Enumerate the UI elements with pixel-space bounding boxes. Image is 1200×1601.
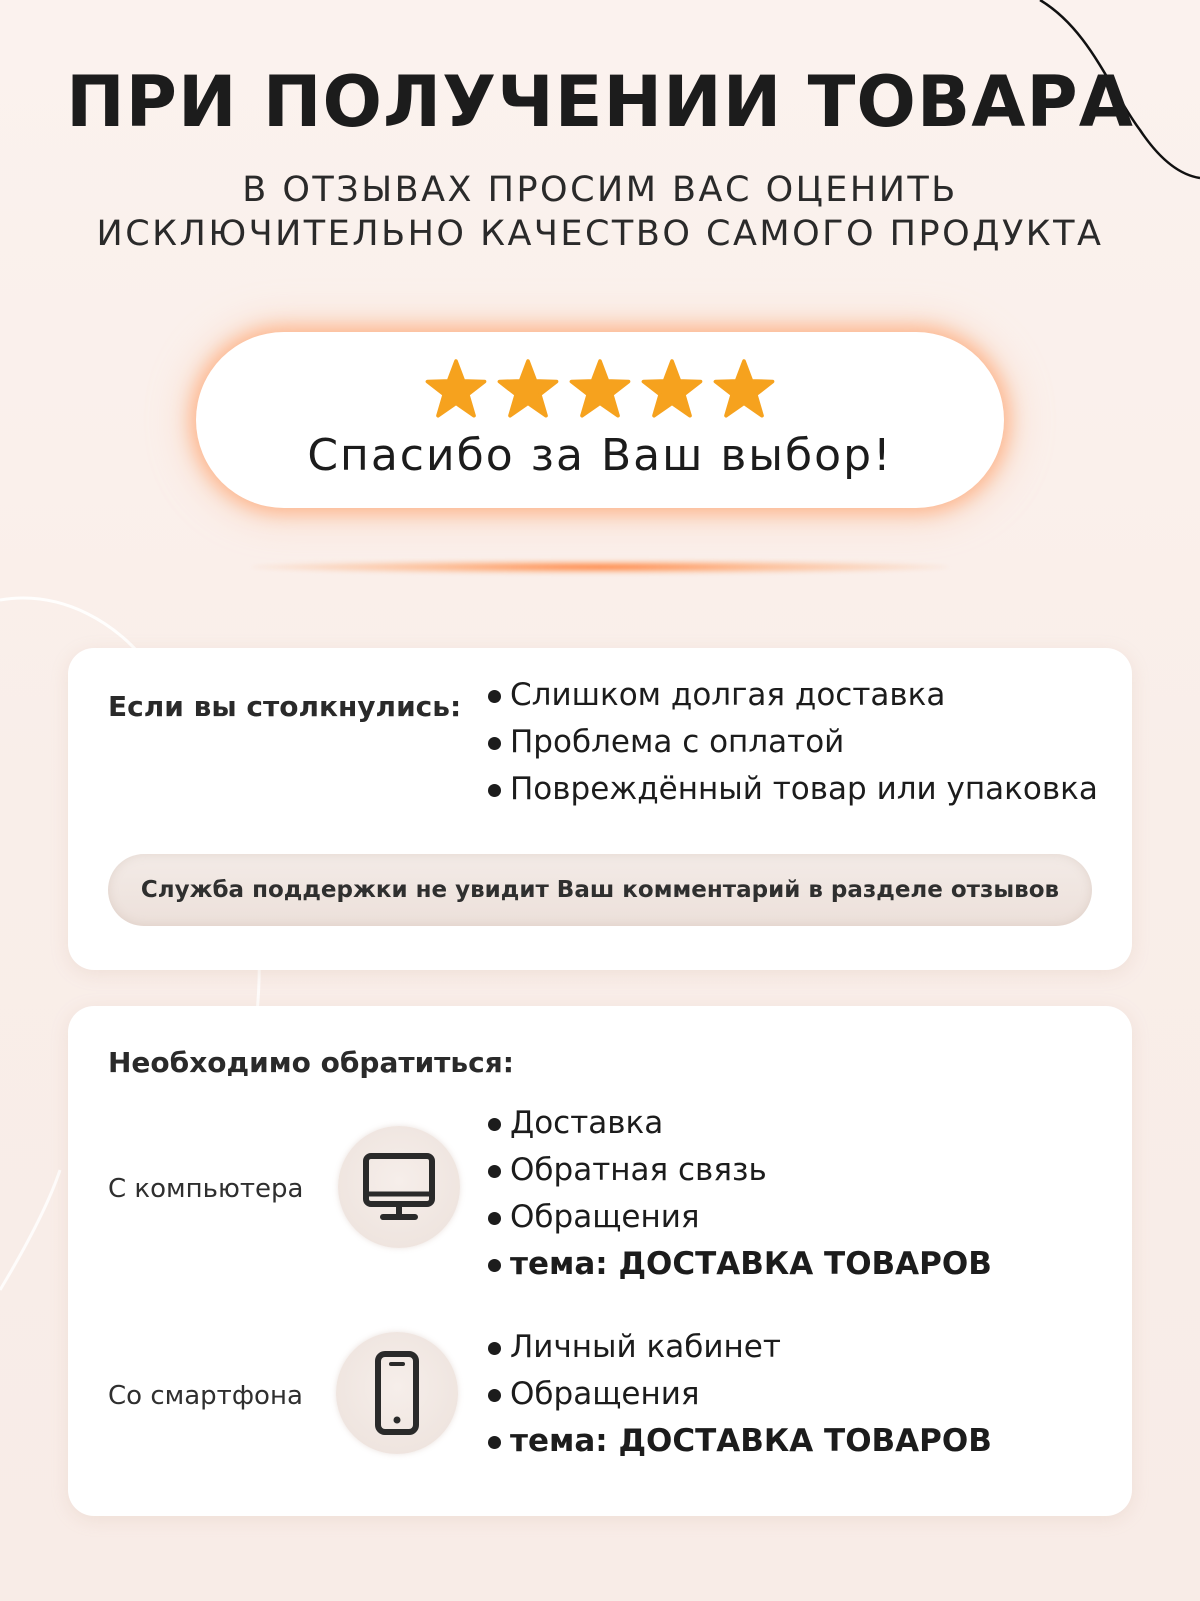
list-item: Доставка	[488, 1100, 992, 1147]
list-item: Обратная связь	[488, 1147, 992, 1194]
list-item: Обращения	[488, 1371, 992, 1418]
monitor-icon-circle	[338, 1126, 460, 1248]
smartphone-icon	[336, 1332, 458, 1454]
star-icon	[569, 358, 631, 420]
contact-heading: Необходимо обратиться:	[108, 1046, 514, 1079]
issues-label: Если вы столкнулись:	[108, 690, 462, 723]
topic-item: тема: ДОСТАВКА ТОВАРОВ	[488, 1241, 992, 1288]
page-title: ПРИ ПОЛУЧЕНИИ ТОВАРА	[66, 61, 1134, 143]
smartphone-icon-circle	[336, 1332, 458, 1454]
monitor-icon	[338, 1126, 460, 1248]
list-item: Проблема с оплатой	[488, 719, 1098, 766]
star-icon	[641, 358, 703, 420]
page-subtitle	[0, 168, 1200, 256]
subtitle-line-2: ИСКЛЮЧИТЕЛЬНО КАЧЕСТВО САМОГО ПРОДУКТА	[96, 214, 1104, 254]
star-rating	[196, 358, 1004, 425]
star-icon	[713, 358, 775, 420]
support-note: Служба поддержки не увидит Ваш комментарий в разделе отзывов	[108, 854, 1092, 926]
contact-card	[68, 1006, 1132, 1516]
list-item: Личный кабинет	[488, 1324, 992, 1371]
star-icon	[425, 358, 487, 420]
subtitle-line-1: В ОТЗЫВАХ ПРОСИМ ВАС ОЦЕНИТЬ	[242, 170, 958, 210]
topic-item: тема: ДОСТАВКА ТОВАРОВ	[488, 1418, 992, 1465]
list-item: Обращения	[488, 1194, 992, 1241]
issues-list	[488, 672, 1098, 813]
glow-divider	[250, 560, 950, 574]
rating-banner	[196, 332, 1004, 508]
thanks-text: Спасибо за Ваш выбор!	[307, 430, 893, 481]
smartphone-label: Со смартфона	[108, 1381, 303, 1411]
list-item: Повреждённый товар или упаковка	[488, 766, 1098, 813]
computer-label: С компьютера	[108, 1174, 304, 1204]
computer-steps	[488, 1100, 992, 1288]
smartphone-steps	[488, 1324, 992, 1465]
issues-card	[68, 648, 1132, 970]
star-icon	[497, 358, 559, 420]
list-item: Слишком долгая доставка	[488, 672, 1098, 719]
